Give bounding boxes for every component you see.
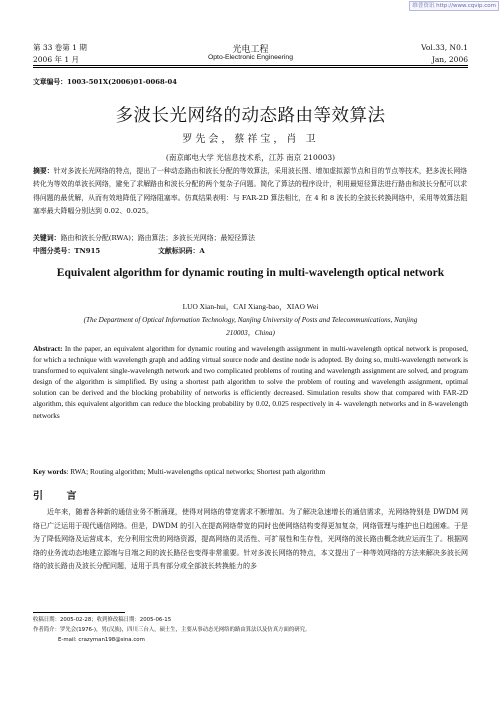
header-rule-thin bbox=[33, 67, 468, 68]
abstract-zh-label: 摘要： bbox=[33, 167, 54, 175]
footnote-received: 收稿日期：2005-02-28；收到修改稿日期：2005-06-15 bbox=[33, 617, 172, 623]
footnote-email: E-mail: crazyman198@sina.com bbox=[58, 637, 145, 643]
intro-paragraph: 近年来，随着各种新的通信业务不断涌现，使得对网络的带宽需求不断增加。为了解决急速增长的通信需求，光网络特别是 DWDM 网络已广泛运用于现代通信网络。但是，DWDM 的引入在提高网络带宽的同时也使网络结构变得更加复杂，网络管理与维护也日趋困难。于是为了降低网络及运营成本，充分利用宝贵的网络资源，提高网络的灵活性、可扩展性和生存性，光网络的波长路由概念就应运而生了。根据网络的业务流动态地建立源端与目端之间的波长路径也变得非常重要。针对多波长网络的特点，本文提出了一种等效网络的方法来解决多波长网络的波长路由及波长分配问题，适用于具有部分或全部波长转换能力的多 bbox=[33, 508, 468, 571]
abstract-zh bbox=[33, 165, 468, 219]
keywords-zh-text: 路由和波长分配(RWA)；路由算法；多波长光网络；最短径算法 bbox=[60, 234, 255, 242]
keywords-zh-label: 关键词： bbox=[33, 234, 61, 242]
article-number: 文章编号：1003-501X(2006)01-0068-04 bbox=[33, 78, 178, 86]
watermark-stamp: 维普资讯 http://www.cqvip.com bbox=[409, 1, 499, 11]
keywords-en-label: Key words bbox=[33, 467, 67, 476]
footnote-author-bio: 作者简介：罗先会(1976-)，男(汉族)，四川三台人，硕士生，主要从事动态光网络的路由算法以及仿真方面的研究。 bbox=[33, 627, 311, 633]
paper-title-en: Equivalent algorithm for dynamic routing in multi-wavelength optical network bbox=[56, 267, 445, 279]
running-header bbox=[33, 42, 468, 66]
keywords-zh bbox=[33, 232, 468, 245]
paper-title-zh: 多波长光网络的动态路由等效算法 bbox=[115, 106, 386, 126]
keywords-en-text: : RWA; Routing algorithm; Multi-wavelengths optical networks; Shortest path algorithm bbox=[66, 467, 326, 476]
keywords-en bbox=[33, 465, 468, 478]
journal-name-en: Opto-Electronic Engineering bbox=[207, 54, 293, 61]
authors-en: LUO Xian-hui，CAI Xiang-bao，XIAO Wei bbox=[182, 302, 319, 311]
date-zh: 2006 年 1 月 bbox=[33, 55, 80, 64]
volume-en: Vol.33, N0.1 bbox=[421, 43, 468, 52]
classification-line bbox=[33, 245, 468, 258]
affiliation-zh: (南京邮电大学 光信息技术系，江苏 南京 210003) bbox=[165, 153, 336, 162]
abstract-en-label: Abstract: bbox=[33, 344, 63, 353]
abstract-en-text: In the paper, an equivalent algorithm for dynamic routing and wavelength assignment in multi-wavelength optical network is proposed, for which a technique with wavelength graph and adding virtual source node and destine node is adopted. By doing so, multi-wavelength network is transformed to equivalent single-wavelength network and two complicated problems of routing and wavelength assignment are solved, and program design of the algorithm is simplified. By using a shortest path algorithm to solve the problem of routing and wavelength assignment, optimal solution can be derived and the blocking probability of networks is efficiently decreased. Simulation results show that compared with FAR-2D algorithm, this equivalent algorithm can reduce the blocking probability by 0.02, 0.025 respectively in 4- wavelength networks and in 8-wavelength networks bbox=[33, 344, 468, 420]
document-code: 文献标识码：A bbox=[158, 247, 205, 255]
abstract-en bbox=[33, 343, 468, 421]
footnote-rule bbox=[33, 612, 125, 613]
abstract-zh-text: 针对多波长光网络的特点，提出了一种动态路由和波长分配的等效算法，采用波长图、增加虚拟源节点和目的节点等技术，把多波长网络转化为等效的单波长网络，避免了求解路由和波长分配的两个复杂子问题。简化了算法的程序设计，利用最短径算法进行路由和波长分配可以求得问题的最优解，从而有效地降低了网络阻塞率。仿真结果表明：与 FAR-2D 算法相比，在 4 和 8 波长的全波长转换网络中，采用等效算法阻塞率最大降幅分别达到 0.02、0.025。 bbox=[33, 167, 468, 216]
journal-name-zh: 光电工程 bbox=[232, 45, 269, 55]
header-rule-thick bbox=[33, 65, 468, 66]
authors-zh: 罗先会，蔡祥宝，肖 卫 bbox=[182, 134, 319, 145]
date-en: Jan, 2006 bbox=[431, 55, 468, 64]
volume-zh: 第 33 卷第 1 期 bbox=[33, 43, 87, 52]
section-heading-intro: 引 言 bbox=[33, 491, 87, 502]
clc-number: 中图分类号：TN915 bbox=[33, 247, 101, 255]
affiliation-en: (The Department of Optical Information Technology, Nanjing University of Posts and Telecommunications, Nanjing 210003，China) bbox=[83, 316, 418, 337]
